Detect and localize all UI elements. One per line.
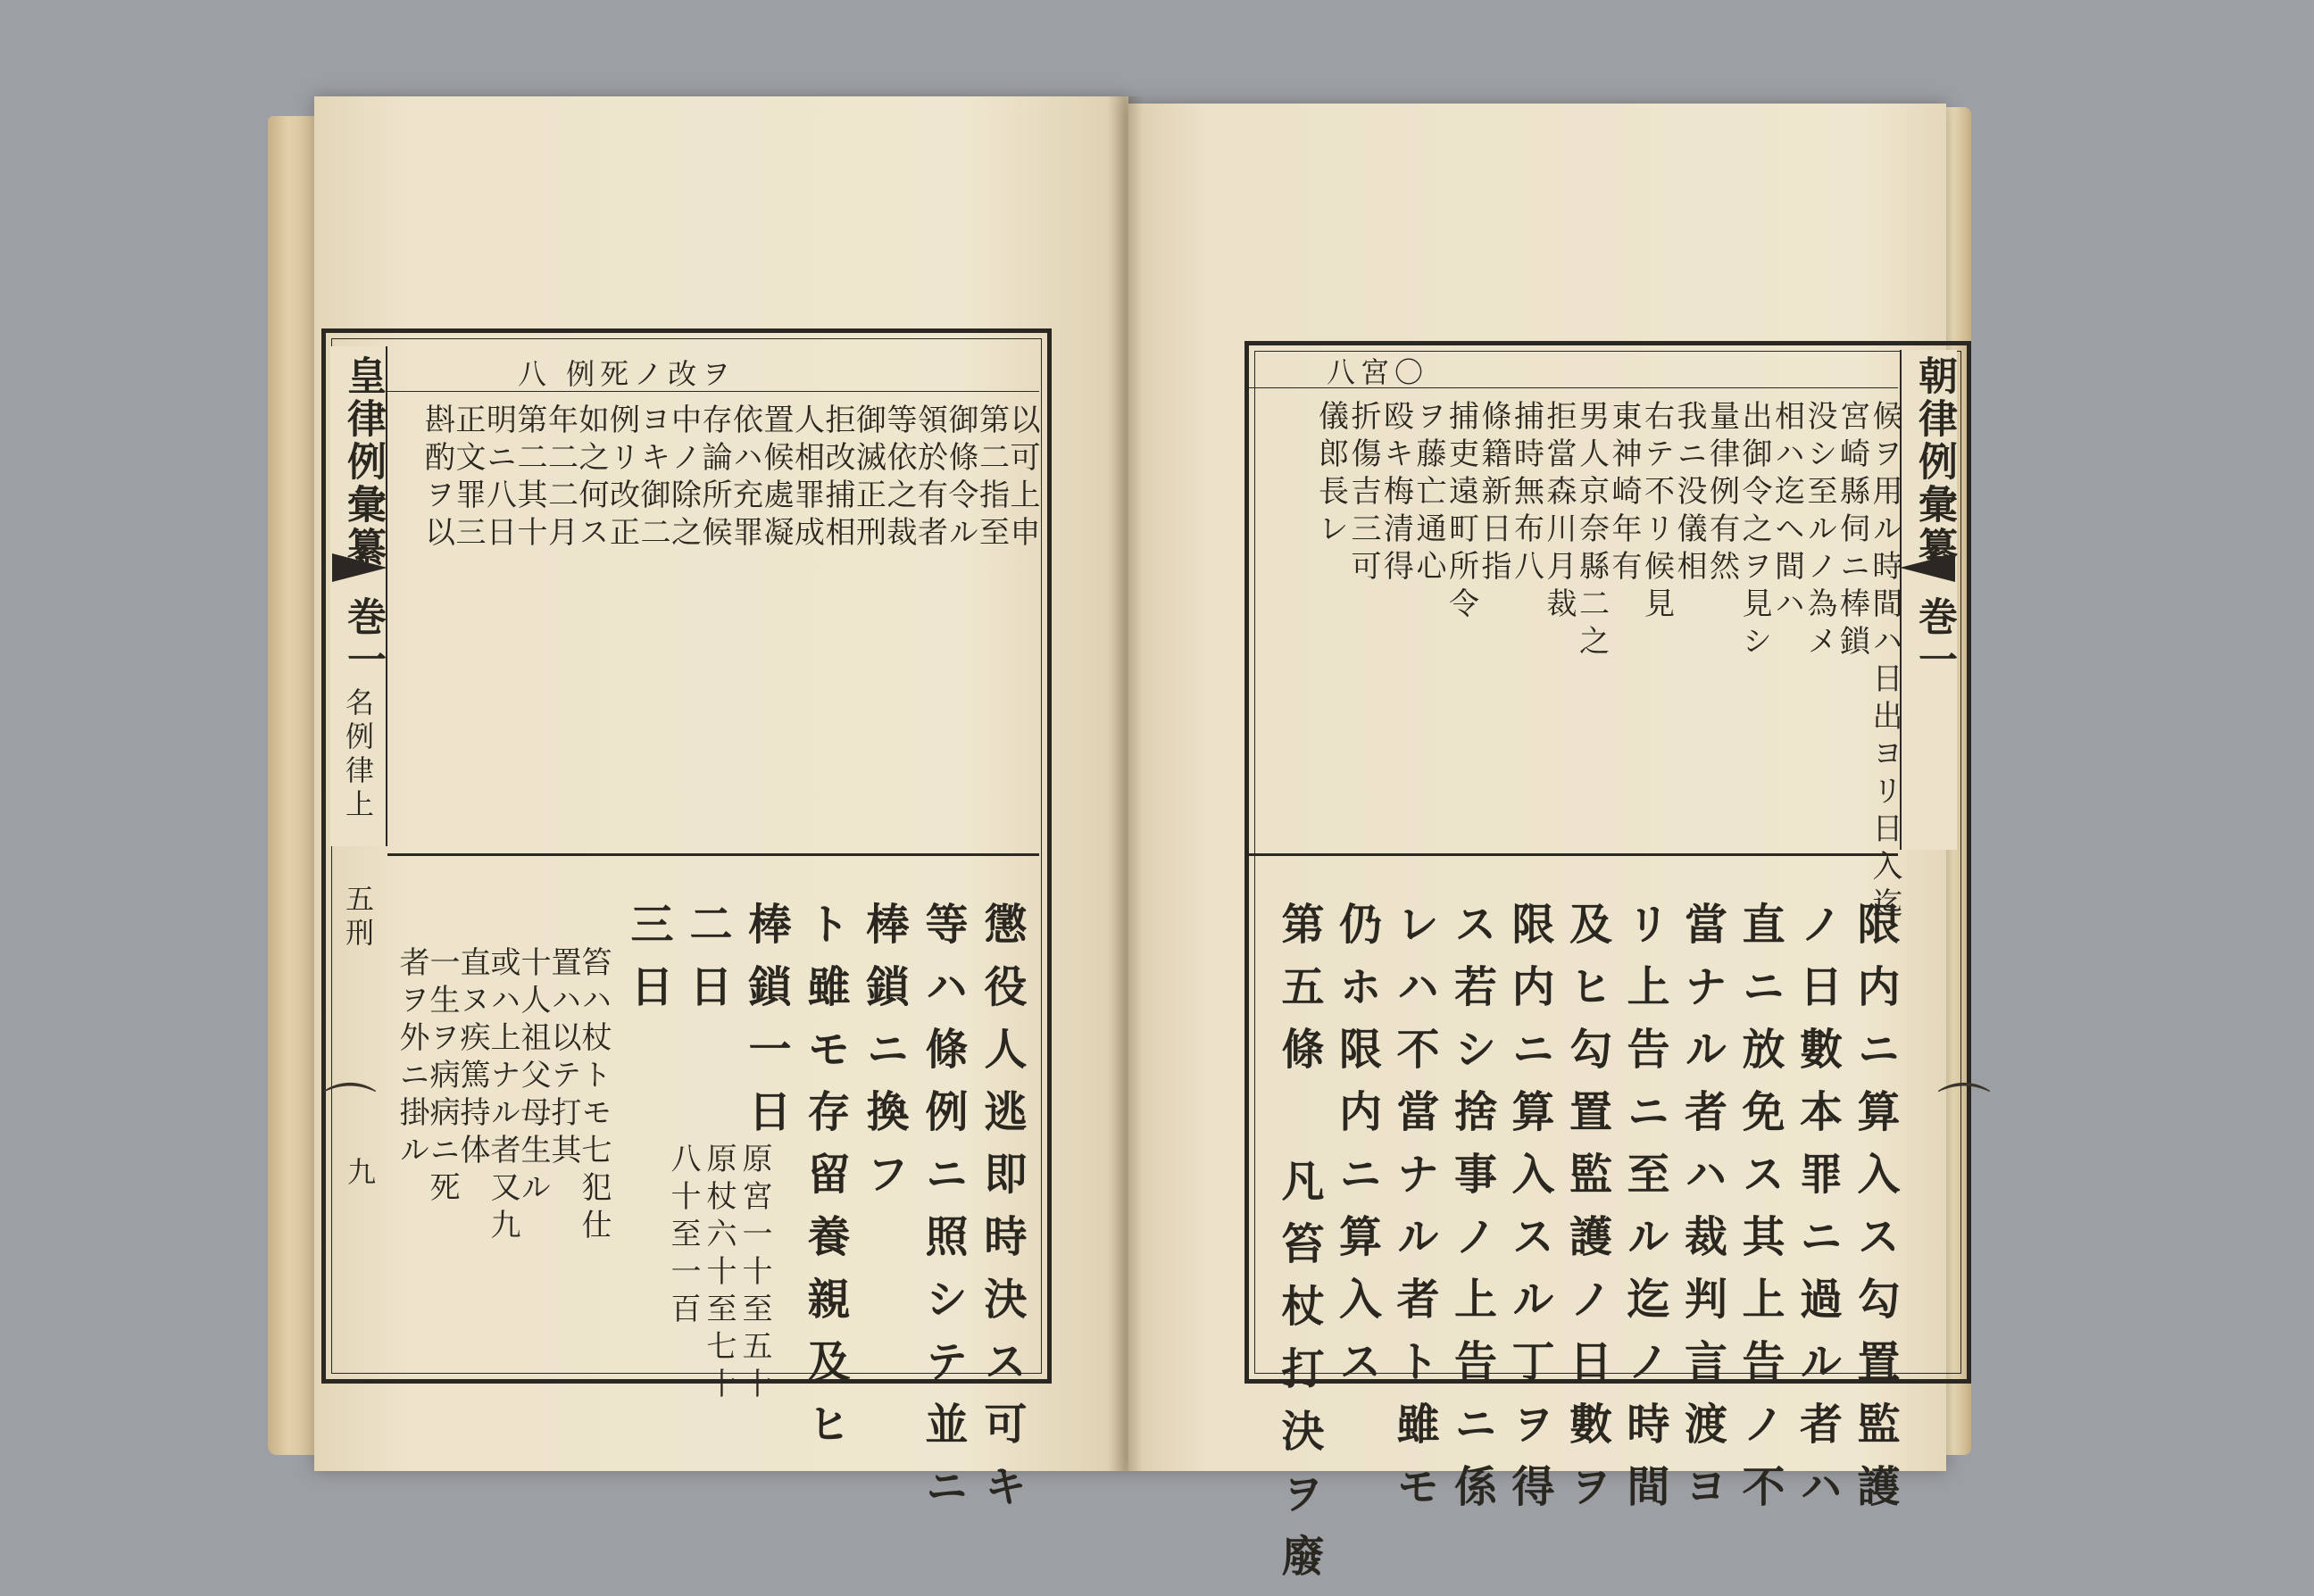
text-column: 右テ不リ候見 [1638,400,1675,625]
left-volume-label: 巻一 [340,596,386,682]
text-column: ト雖モ存留養親及ヒ [800,902,850,1464]
text-column: ヨキ御二 [635,403,670,553]
left-margin-title: 皇律例彙纂 [340,355,386,569]
text-column: 拒當森川月裁 [1541,400,1577,625]
book-gutter [1107,96,1143,1471]
text-column: 明ニ八日 [480,403,517,553]
text-column: 出御令之ヲ見シ [1736,400,1772,662]
annotation-column: 八十至一百 [665,1143,701,1330]
text-column: 以可上申 [1004,403,1040,553]
text-column: 拒改捕相 [820,403,855,553]
text-column: 及ヒ勾置監護ノ日數ヲ [1561,902,1612,1526]
text-column: 相ハ迄ヘ間ハ [1769,400,1805,625]
text-column: ス若シ捨事ノ上告ニ係 [1446,902,1497,1526]
right-upper-heading: 八宮〇 [1327,355,1429,389]
text-column: 我ニ没儀相 [1671,400,1707,587]
text-column: 捕時無布八 [1508,400,1544,587]
text-column: 依ハ充罪 [727,403,763,553]
text-column: 置ハ以テ打其 [545,946,581,1171]
text-column: 没シ至ルノ為メ [1802,400,1837,662]
text-column: 候ヲ用ル時間ハ日出ヨリ日入迄 [1867,400,1902,925]
text-column: 東神崎年有 [1606,400,1642,587]
text-column: 儀郎長レ [1312,400,1349,550]
text-column: 人相罪成 [788,403,825,553]
text-column: 如之何ス [573,403,609,553]
left-sub-label: 五刑 [341,884,375,952]
text-column: 等ハ條例ニ照シテ並ニ [918,902,968,1526]
right-fish-tail-ornament: ⌒ [1937,1079,1991,1142]
text-column: 中ノ除之 [665,403,702,553]
text-column: 等依之裁 [881,403,917,553]
text-column: 限内ニ算入スル丁ヲ得 [1504,902,1554,1526]
text-column: 存論所候 [696,403,732,553]
text-column: 斟酌ヲ以 [419,403,455,553]
text-column: 例リ改正 [603,403,640,553]
text-column: 直ヌ疾篤持体 [454,946,490,1171]
text-column: 直ニ放免ス其上告ノ不 [1735,902,1785,1526]
right-margin-title: 朝律例彙纂 [1911,355,1957,569]
text-column: 第二其十 [512,403,547,553]
text-column: 置候處凝 [758,403,794,553]
left-fish-tail-ornament: ⌒ [323,1079,377,1142]
text-column: ヲ藤亡通心 [1411,400,1446,587]
text-column: 正文罪三 [450,403,486,553]
text-column: 御條令ル [943,403,978,553]
right-volume-label: 巻一 [1911,596,1957,682]
text-column: 或ハ上ナル者又九 [485,946,520,1246]
left-page-number: 九 [343,1157,377,1191]
left-margin-marker [332,553,387,582]
text-column: 第五條 凡笞杖打決ヲ廢 [1274,902,1324,1596]
text-column: 二日 [682,902,732,1027]
left-page-edges [268,116,320,1455]
text-column: 當ナル者ハ裁判言渡ヨ [1677,902,1727,1526]
text-column: 量律例有然 [1703,400,1740,587]
text-column: 男人京奈縣二之 [1573,400,1610,662]
text-column: 懲役人逃即時決ス可キ [977,902,1027,1526]
annotation-column: 原杖六十至七十 [701,1143,737,1405]
text-column: 殴キ梅清得 [1378,400,1414,587]
text-column: 笞ハ杖トモ七犯仕 [576,946,612,1246]
right-divider [1248,853,1898,856]
text-column: 第二指至 [973,403,1010,553]
right-margin-marker [1900,553,1955,582]
annotation-column: 原宮一十至五十 [737,1143,772,1405]
text-column: 御滅正刑 [850,403,886,553]
left-section-label: 名例律上 [341,687,375,823]
text-column: レハ不當ナル者ト雖モ [1389,902,1439,1526]
text-column: 領於有者 [911,403,948,553]
text-column: 一生ヲ病病ニ死 [424,946,460,1209]
text-column: 三日 [623,902,673,1027]
text-column: 折傷吉三可 [1345,400,1381,587]
text-column: 年二二月 [542,403,578,553]
text-column: 棒鎖一日 [741,902,791,1151]
text-column: 限内ニ算入ス勾置監護 [1850,902,1900,1526]
text-column: 棒鎖ニ換フ [859,902,909,1214]
left-divider [387,853,1039,856]
text-column: 者ヲ外ニ掛ル [394,946,429,1171]
text-column: 宮崎縣伺ニ棒鎖 [1834,400,1870,662]
text-column: 條籍新日指 [1476,400,1511,587]
text-column: 捕吏遠町所令 [1443,400,1479,625]
text-column: ノ日數本罪ニ過ル者ハ [1792,902,1843,1526]
left-upper-heading: 八 例死ノ改ヲ [518,357,737,391]
text-column: 仍ホ限内ニ算入ス [1331,902,1382,1401]
text-column: リ上告ニ至ル迄ノ時間 [1619,902,1669,1526]
text-column: 十人祖父母生ル [515,946,551,1209]
